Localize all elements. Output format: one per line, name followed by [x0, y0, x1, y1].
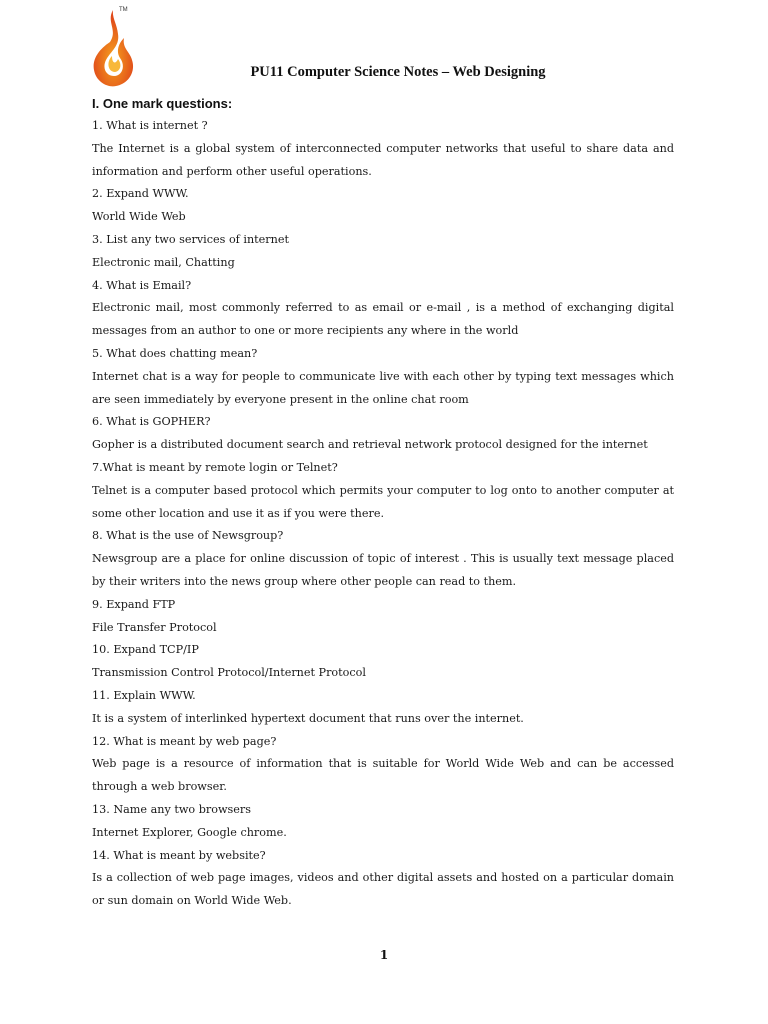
- question-1: 1. What is internet ?: [92, 119, 208, 132]
- answer-4: Electronic mail, most commonly referred to as email or e-mail , is a method of exchanging digital messages from an author to one or more recipients any where in the world: [92, 301, 674, 338]
- question-8: 8. What is the use of Newsgroup?: [92, 529, 284, 543]
- answer-10: Transmission Control Protocol/Internet Protocol: [92, 666, 366, 680]
- answer-13: Internet Explorer, Google chrome.: [92, 825, 287, 839]
- question-14: 14. What is meant by website?: [92, 848, 266, 862]
- question-2: 2. Expand WWW.: [92, 187, 189, 201]
- answer-2: World Wide Web: [92, 210, 186, 224]
- answer-6: Gopher is a distributed document search and retrieval network protocol designed for the internet: [92, 438, 648, 452]
- answer-5: Internet chat is a way for people to communicate live with each other by typing text messages which are seen immediately by everyone present in the online chat room: [92, 369, 674, 406]
- question-4: 4. What is Email?: [92, 278, 192, 292]
- answer-1: The Internet is a global system of interconnected computer networks that useful to share data and information and perform other useful operations.: [92, 141, 674, 178]
- question-7: 7.What is meant by remote login or Telnet?: [92, 460, 338, 474]
- section-heading: I. One mark questions:: [92, 96, 233, 111]
- qa-list: [92, 115, 674, 913]
- question-3: 3. List any two services of internet: [92, 232, 289, 246]
- question-6: 6. What is GOPHER?: [92, 415, 211, 429]
- question-13: 13. Name any two browsers: [92, 802, 251, 816]
- answer-11: It is a system of interlinked hypertext document that runs over the internet.: [92, 711, 524, 725]
- page-title: PU11 Computer Science Notes – Web Designing: [250, 64, 546, 80]
- answer-14: Is a collection of web page images, videos and other digital assets and hosted on a particular domain or sun domain on World Wide Web.: [92, 871, 674, 908]
- question-10: 10. Expand TCP/IP: [92, 643, 199, 657]
- question-12: 12. What is meant by web page?: [92, 734, 277, 748]
- answer-3: Electronic mail, Chatting: [92, 255, 235, 269]
- question-5: 5. What does chatting mean?: [92, 346, 258, 360]
- answer-7: Telnet is a computer based protocol which permits your computer to log onto to another computer at some other location and use it as if you were there.: [92, 483, 674, 520]
- question-9: 9. Expand FTP: [92, 597, 176, 611]
- page-number: 1: [379, 948, 389, 962]
- answer-9: File Transfer Protocol: [92, 620, 217, 634]
- question-11: 11. Explain WWW.: [92, 688, 196, 702]
- answer-12: Web page is a resource of information that is suitable for World Wide Web and can be accessed through a web browser.: [92, 757, 674, 794]
- trademark-mark: TM: [119, 7, 128, 13]
- answer-8: Newsgroup are a place for online discussion of topic of interest . This is usually text message placed by their writers into the news group where other people can read to them.: [92, 552, 674, 588]
